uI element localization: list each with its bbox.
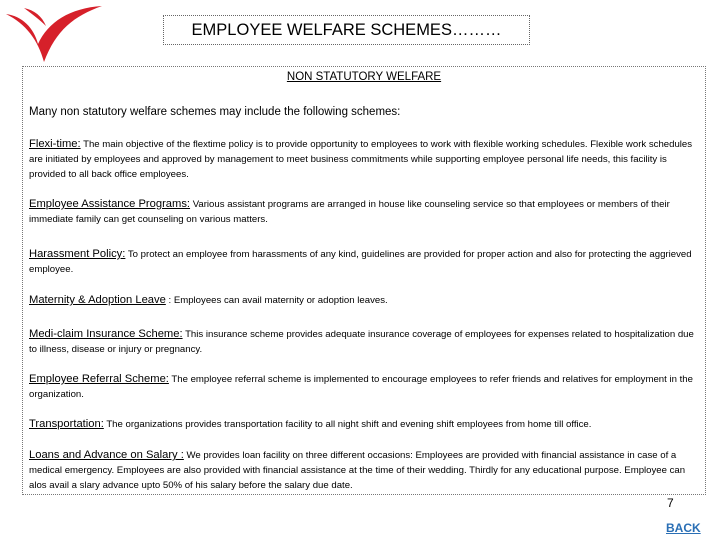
scheme-item-harassment-policy — [29, 247, 697, 277]
scheme-item-maternity-leave — [29, 293, 697, 308]
scheme-item-employee-referral — [29, 372, 697, 402]
slide-title: EMPLOYEE WELFARE SCHEMES……… — [163, 15, 530, 45]
scheme-heading: Maternity & Adoption Leave — [29, 294, 166, 306]
back-link[interactable]: BACK — [666, 521, 701, 535]
scheme-text: To protect an employee from harassments of any kind, guidelines are provided for proper action and also for protecting the aggrieved employee. — [29, 249, 692, 275]
bird-logo-icon — [0, 0, 105, 70]
scheme-heading: Harassment Policy: — [29, 248, 126, 260]
scheme-heading: Employee Assistance Programs: — [29, 198, 191, 210]
scheme-item-mediclaim — [29, 327, 697, 357]
scheme-heading: Transportation: — [29, 418, 104, 430]
intro-text: Many non statutory welfare schemes may include the following schemes: — [29, 106, 401, 118]
scheme-text: Various assistant programs are arranged in house like counseling service so that employees or members of their immediate family can get counseling on various matters. — [29, 199, 670, 225]
scheme-heading: Employee Referral Scheme: — [29, 373, 169, 385]
scheme-text: The main objective of the flextime policy is to provide opportunity to employees to work with flexible working schedules. Flexible work schedules are initiated by employees and approved by management to meet business commitments while supporting employee personal life needs, this facility is provided to all back office employees. — [29, 139, 693, 180]
scheme-text: We provides loan facility on three different occasions: Employees are provided with financial assistance in case of a medical emergency. Employees are also provided with financial assistance at the time of their wedding. Thirdly for any educational purpose. Employee can alos avail a slary advance upto 50% of his salary before the salary due date. — [29, 450, 686, 491]
page-number: 7 — [667, 496, 674, 510]
scheme-item-flexi-time — [29, 137, 697, 182]
section-subtitle: NON STATUTORY WELFARE — [286, 71, 442, 83]
scheme-heading: Medi-claim Insurance Scheme: — [29, 328, 183, 340]
scheme-text: This insurance scheme provides adequate insurance coverage of employees for expenses related to hospitalization due to illness, disease or injury or pregnancy. — [29, 329, 694, 355]
scheme-heading: Flexi-time: — [29, 138, 81, 150]
scheme-text: The organizations provides transportation facility to all night shift and evening shift employees from home till office. — [103, 419, 592, 430]
scheme-text: : Employees can avail maternity or adoption leaves. — [165, 295, 388, 306]
content-box — [22, 66, 706, 495]
scheme-item-employee-assistance — [29, 197, 697, 227]
scheme-item-loans-advance — [29, 448, 697, 493]
scheme-text: The employee referral scheme is implemented to encourage employees to refer friends and relatives for employment in the organization. — [29, 374, 693, 400]
scheme-heading: Loans and Advance on Salary : — [29, 449, 184, 461]
scheme-item-transportation — [29, 417, 697, 432]
